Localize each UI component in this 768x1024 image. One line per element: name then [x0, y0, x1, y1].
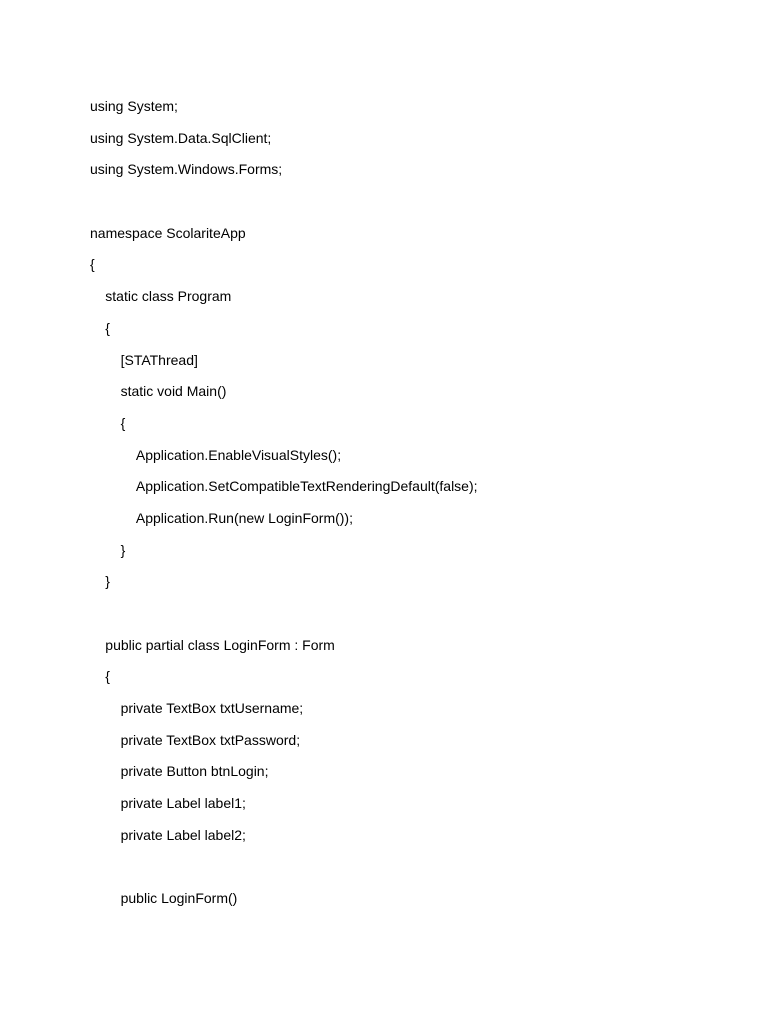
code-line: using System; [90, 98, 178, 114]
code-line: { [120, 414, 126, 431]
code-line: private TextBox txtPassword; [120, 731, 301, 748]
code-line: namespace ScolariteApp [90, 224, 246, 241]
code-line: Application.EnableVisualStyles(); [135, 446, 342, 463]
code-line: Application.SetCompatibleTextRenderingDefault(false); [135, 478, 478, 495]
blank-line [90, 852, 730, 884]
code-line: { [90, 256, 95, 273]
code-line: public LoginForm() [120, 890, 238, 907]
code-line: using System.Windows.Forms; [90, 161, 283, 178]
code-line: { [105, 668, 110, 685]
code-listing [90, 91, 730, 915]
code-line: private Label label1; [120, 795, 246, 812]
code-line: [STAThread] [120, 351, 198, 368]
code-line: private TextBox txtUsername; [120, 700, 304, 717]
code-line: static void Main() [120, 383, 227, 400]
code-line: using System.Data.SqlClient; [90, 129, 272, 146]
code-line: { [105, 319, 110, 336]
code-line: private Button btnLogin; [120, 763, 269, 780]
code-line: } [105, 573, 110, 590]
code-line: Application.Run(new LoginForm()); [135, 509, 353, 526]
code-line: static class Program [105, 288, 232, 305]
blank-line [90, 598, 730, 630]
code-line: public partial class LoginForm : Form [105, 636, 335, 653]
blank-line [90, 186, 730, 218]
code-line: } [120, 541, 126, 558]
code-line: private Label label2; [120, 826, 246, 843]
